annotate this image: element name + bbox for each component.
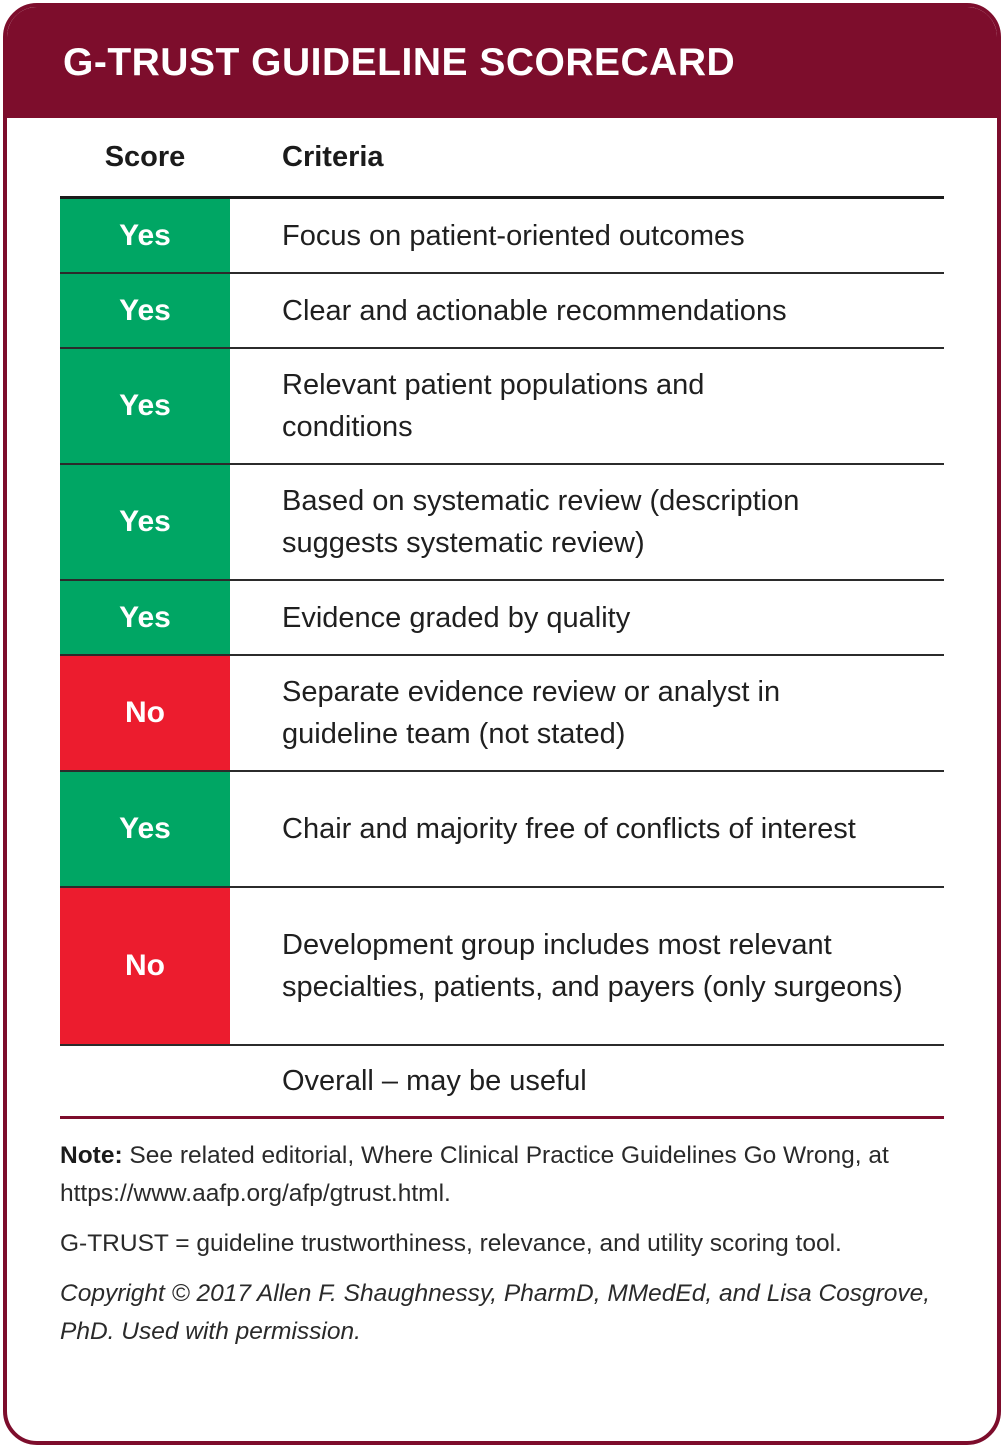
score-cell: No (60, 888, 230, 1044)
score-cell: Yes (60, 772, 230, 886)
note-text: See related editorial, Where Clinical Practice Guidelines Go Wrong, at https://www.aafp.org/afp/gtrust.html. (60, 1142, 889, 1207)
criteria-cell: Separate evidence review or analyst in guideline team (not stated) (282, 676, 781, 750)
scorecard-card (3, 3, 1001, 1445)
score-cell: No (60, 656, 230, 770)
table-row (60, 888, 944, 1046)
overall-row (60, 1046, 944, 1119)
card-header (7, 7, 997, 118)
overall-score-cell (60, 1046, 230, 1116)
score-cell: Yes (60, 581, 230, 654)
footer-note (60, 1137, 944, 1213)
table-row (60, 199, 944, 274)
criteria-cell: Relevant patient populations and conditions (282, 369, 705, 443)
table-row (60, 772, 944, 888)
table-row (60, 656, 944, 772)
overall-text: Overall – may be useful (282, 1065, 587, 1097)
table-row (60, 465, 944, 581)
note-label: Note: (60, 1142, 123, 1169)
score-cell: Yes (60, 349, 230, 463)
scorecard-content (60, 118, 944, 1351)
score-cell: Yes (60, 274, 230, 347)
criteria-cell: Focus on patient-oriented outcomes (282, 219, 745, 252)
abbreviation-note: G-TRUST = guideline trustworthiness, relevance, and utility scoring tool. (60, 1230, 842, 1257)
table-row (60, 581, 944, 656)
score-cell: Yes (60, 465, 230, 579)
copyright-note: Copyright © 2017 Allen F. Shaughnessy, PharmD, MMedEd, and Lisa Cosgrove, PhD. Used with permission. (60, 1280, 931, 1345)
table-row (60, 274, 944, 349)
column-header-criteria: Criteria (282, 140, 384, 173)
score-cell: Yes (60, 199, 230, 272)
criteria-cell: Based on systematic review (description suggests systematic review) (282, 485, 800, 559)
column-header-score: Score (104, 140, 186, 173)
criteria-cell: Chair and majority free of conflicts of interest (282, 813, 856, 845)
criteria-cell: Development group includes most relevant specialties, patients, and payers (only surgeons) (282, 929, 903, 1003)
criteria-cell: Evidence graded by quality (282, 601, 631, 634)
card-title: G-TRUST GUIDELINE SCORECARD (63, 40, 736, 84)
table-row (60, 349, 944, 465)
table-header (60, 118, 944, 199)
criteria-cell: Clear and actionable recommendations (282, 294, 787, 327)
